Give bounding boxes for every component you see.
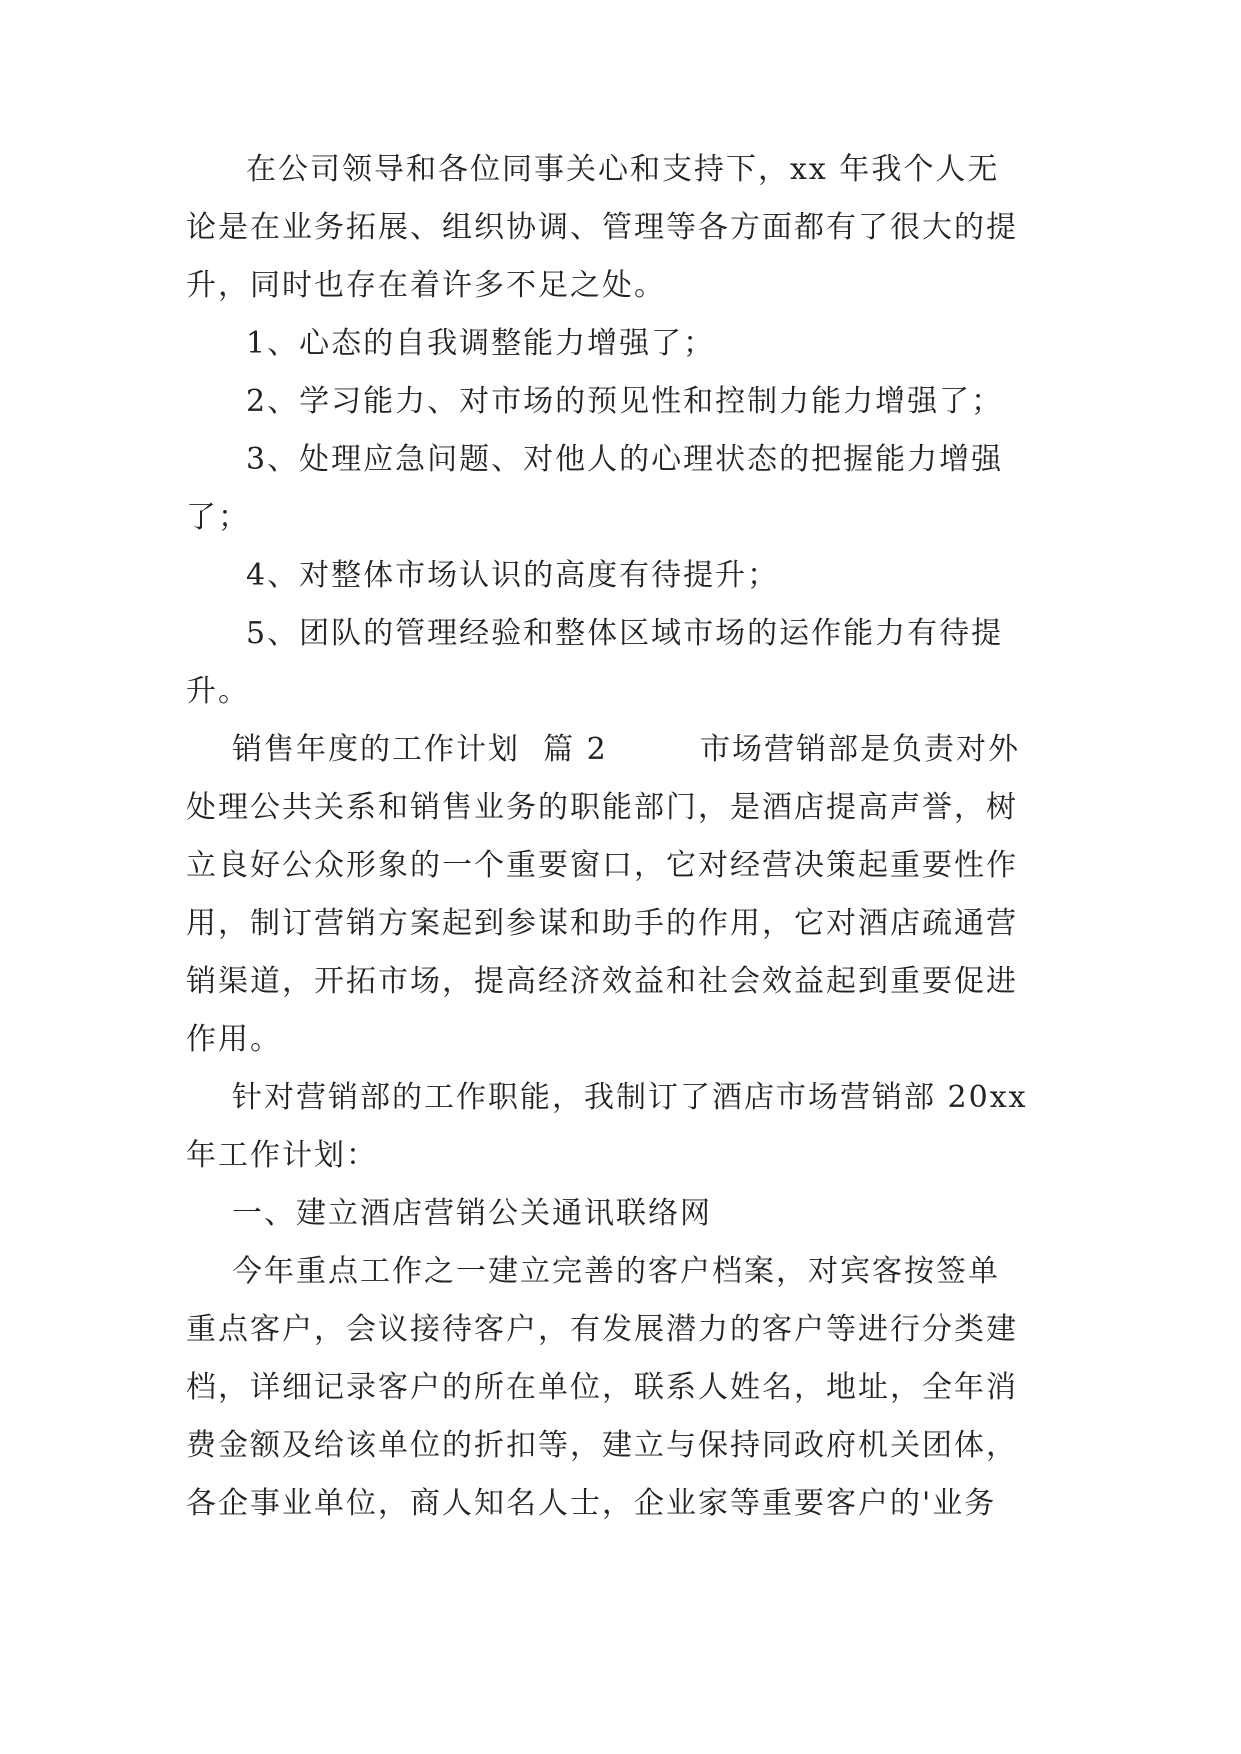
paragraph-line: 作用。 <box>186 1022 282 1057</box>
section-heading-line: 销售年度的工作计划 篇 2 市场营销部是负责对外 <box>232 732 1020 767</box>
paragraph-line: 处理公共关系和销售业务的职能部门，是酒店提高声誉，树 <box>186 790 1018 825</box>
paragraph-line: 重点客户，会议接待客户，有发展潜力的客户等进行分类建 <box>186 1312 1018 1347</box>
paragraph-line: 用，制订营销方案起到参谋和助手的作用，它对酒店疏通营 <box>186 906 1018 941</box>
list-item-continuation: 了； <box>186 500 250 535</box>
paragraph-line: 论是在业务拓展、组织协调、管理等各方面都有了很大的提 <box>186 210 1018 245</box>
paragraph-line: 档，详细记录客户的所在单位，联系人姓名，地址，全年消 <box>186 1370 1018 1405</box>
paragraph-line: 各企事业单位，商人知名人士，企业家等重要客户的'业务 <box>186 1486 997 1521</box>
section-heading: 一、建立酒店营销公关通讯联络网 <box>232 1196 712 1231</box>
paragraph-line: 销渠道，开拓市场，提高经济效益和社会效益起到重要促进 <box>186 964 1018 999</box>
paragraph-line: 年工作计划： <box>186 1138 378 1173</box>
paragraph-line: 升，同时也存在着许多不足之处。 <box>186 268 666 303</box>
list-item-continuation: 升。 <box>186 674 250 709</box>
list-item: 3、处理应急问题、对他人的心理状态的把握能力增强 <box>246 442 1004 477</box>
list-item: 2、学习能力、对市场的预见性和控制力能力增强了； <box>246 384 1004 419</box>
list-item: 5、团队的管理经验和整体区域市场的运作能力有待提 <box>246 616 1004 651</box>
paragraph-line: 在公司领导和各位同事关心和支持下，xx 年我个人无 <box>246 152 1000 187</box>
list-item: 4、对整体市场认识的高度有待提升； <box>246 558 780 593</box>
paragraph-line: 立良好公众形象的一个重要窗口，它对经营决策起重要性作 <box>186 848 1018 883</box>
paragraph-line: 针对营销部的工作职能，我制订了酒店市场营销部 20xx <box>232 1080 1028 1115</box>
paragraph-line: 费金额及给该单位的折扣等，建立与保持同政府机关团体， <box>186 1428 1018 1463</box>
list-item: 1、心态的自我调整能力增强了； <box>246 326 716 361</box>
paragraph-line: 今年重点工作之一建立完善的客户档案，对宾客按签单 <box>232 1254 1000 1289</box>
